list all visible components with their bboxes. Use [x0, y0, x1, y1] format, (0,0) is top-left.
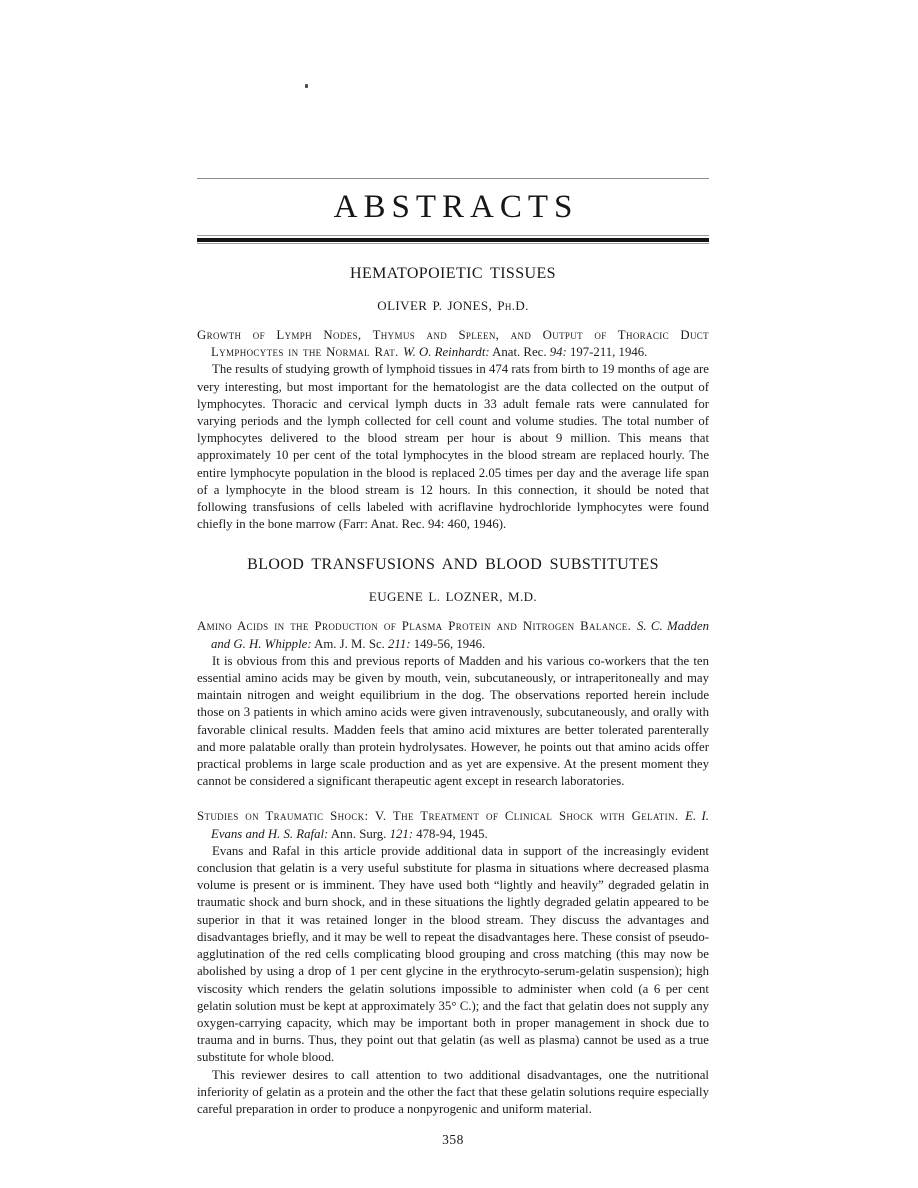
citation-amino-acids: [197, 618, 709, 652]
text-run: 94:: [549, 345, 567, 360]
divider-thick-rule: [197, 238, 709, 242]
document-page: [197, 178, 709, 1148]
text-run: 197-211, 1946.: [566, 345, 648, 360]
section-editor: [197, 589, 709, 605]
text-run: S. C. Madden and G. H. Whipple:: [211, 619, 709, 651]
text-run: 478-94, 1945.: [413, 826, 488, 841]
abstract-paragraph: This reviewer desires to call attention to two additional disadvantages, one the nutritional inferiority of gelatin as a protein and the other the fact that these gelatin solutions require especially careful preparation in order to produce a nonpyrogenic and uniform material.: [197, 1067, 709, 1116]
citation-traumatic-shock: [197, 808, 709, 842]
text-run: 211:: [388, 636, 411, 651]
section-heading: BLOOD TRANSFUSIONS AND BLOOD SUBSTITUTES: [247, 556, 659, 574]
abstract-entry: [197, 618, 709, 790]
text-run: Amino Acids in the Production of Plasma Protein and Nitrogen Balance.: [197, 619, 637, 634]
text-run: Am. J. M. Sc.: [311, 636, 389, 651]
title-divider: [197, 235, 709, 244]
abstract-paragraph: The results of studying growth of lymphoid tissues in 474 rats from birth to 19 months of age are very interesting, but most important for the hematologist are the data collected on the output of lymphocytes. Thoracic and cervical lymph ducts in 33 adult female rats were cannulated for varying periods and the lymph collected for cell count and volume studies. The total number of lymphocytes delivered to the blood stream per hour is about 9 million. This means that approximately 10 per cent of the total lymphocytes in the blood stream are replaced hourly. The entire lymphocyte population in the blood is replaced 2.05 times per day and the average life span of a lymphocyte in the blood stream is 12 hours. In this connection, it should be noted that following transfusions of cells labeled with acriflavine hydrochloride lymphocytes were found chiefly in the bone marrow (Farr: Anat. Rec. 94: 460, 1946).: [197, 362, 709, 532]
divider-thin-rule-bottom: [197, 243, 709, 244]
abstract-paragraph: Evans and Rafal in this article provide additional data in support of the increasingly evident conclusion that gelatin is a very useful substitute for plasma in situations where decreased plasma volume is present or is imminent. They have used both “lightly and heavily” degraded gelatin in traumatic shock and burn shock, and in these situations the lightly degraded gelatin appeared to be superior in that it was retained longer in the blood stream. They discuss the advantages and disadvantages briefly, and it may be well to repeat the disadvantages here. These consist of pseudo-agglutination of the red cells complicating blood grouping and cross matching (this may now be abolished by using a drop of 1 per cent glycine in the erythrocyto-serum-gelatin suspension); high viscosity which renders the gelatin solutions impossible to administer when cold (a 6 per cent gelatin solution must be kept at approximately 35° C.); and the fact that gelatin does not supply any oxygen-carrying capacity, which may be important both in proper management in shock due to trauma and in burns. Thus, they point out that gelatin (as well as plasma) cannot be used as a true substitute for whole blood.: [197, 843, 709, 1065]
page-number: 358: [442, 1132, 464, 1148]
section-heading: HEMATOPOIETIC TISSUES: [350, 265, 556, 282]
text-run: 149-56, 1946.: [410, 636, 486, 651]
text-run: Ann. Surg.: [328, 826, 390, 841]
citation-growth-lymph-nodes: [197, 327, 709, 361]
text-run: W. O. Reinhardt:: [403, 345, 490, 360]
abstract-entry: [197, 327, 709, 533]
section-blood-transfusions: [197, 556, 709, 1118]
text-run: 121:: [389, 826, 414, 841]
page-title: ABSTRACTS: [333, 189, 579, 225]
text-run: Studies on Traumatic Shock: V. The Treatment of Clinical Shock with Gelatin.: [197, 809, 686, 824]
scan-artifact-dot: [305, 84, 308, 88]
top-rule: [197, 178, 709, 179]
divider-thin-rule-top: [197, 235, 709, 236]
section-editor: [197, 298, 709, 314]
text-run: OLIVER P. JONES,: [377, 298, 498, 313]
text-run: Ph.D.: [497, 298, 529, 313]
text-run: E. I. Evans and H. S. Rafal:: [211, 809, 709, 841]
section-hematopoietic-tissues: [197, 265, 709, 533]
text-run: Growth of Lymph Nodes, Thymus and Spleen, and Output of Thoracic Duct Lymphocytes in the Normal Rat.: [197, 328, 709, 360]
text-run: Anat. Rec.: [489, 345, 550, 360]
abstract-paragraph: It is obvious from this and previous reports of Madden and his various co-workers that the ten essential amino acids may be given by mouth, vein, subcutaneously, or intraperitoneally and may maintain nitrogen and weight equilibrium in the dog. The observations reported herein include those on 3 patients in which amino acids were given intravenously, subcutaneously, and orally with favorable clinical results. Madden feels that amino acid mixtures are better tolerated parenterally and more palatable orally than protein hydrolysates. However, he points out that amino acids offer practical problems in large scale production and as yet are expensive. At the present moment they cannot be considered a significant therapeutic agent except in research laboratories.: [197, 653, 709, 789]
abstract-entry: [197, 808, 709, 1118]
text-run: EUGENE L. LOZNER, M.D.: [368, 589, 538, 605]
